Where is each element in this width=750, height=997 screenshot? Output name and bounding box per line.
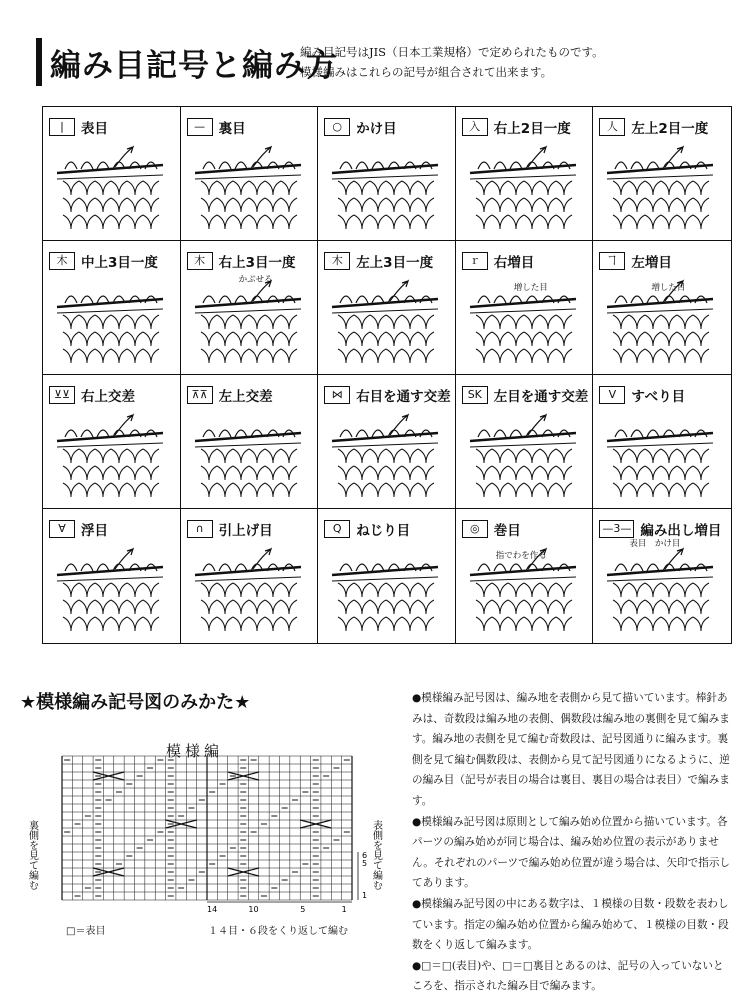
- stitch-header: [599, 117, 708, 137]
- stitch-header: [462, 251, 535, 271]
- stitch-cell: [181, 107, 319, 241]
- stitch-illustration: [468, 141, 578, 233]
- stitch-header: [49, 385, 135, 405]
- stitch-cell: [456, 509, 594, 643]
- explanation-paragraph: ●模様編み記号図は原則として編み始め位置から描いています。各パーツの編み始めが同じ場合は、編み始め位置の表示がありません。それぞれのパーツで編み始め位置が違う場合は、矢印で指示してあります。: [412, 815, 731, 890]
- stitch-name: 巻目: [493, 523, 521, 539]
- stitch-cell: [43, 241, 181, 375]
- right-side-label: 表側を見て編む: [370, 820, 382, 890]
- stitch-name: ねじり目: [356, 523, 411, 539]
- stitch-note: 増した目: [513, 283, 548, 293]
- repeat-note: １４目・６段をくり返して編む: [208, 926, 348, 937]
- stitch-name: 右上交差: [81, 389, 135, 405]
- stitch-cell: [318, 375, 456, 509]
- stitch-illustration: [330, 275, 440, 367]
- stitch-name: 左増目: [631, 255, 672, 271]
- stitch-illustration: [605, 409, 715, 501]
- stitch-symbol-icon: ∀: [49, 520, 75, 538]
- stitch-name: 引上げ目: [218, 523, 273, 539]
- stitch-cell: [593, 375, 731, 509]
- stitch-cell: [318, 241, 456, 375]
- stitch-name: 左上交差: [218, 389, 273, 405]
- stitch-cell: [181, 375, 319, 509]
- stitch-note: 表目 かけ目: [629, 539, 681, 549]
- stitch-illustration: [605, 141, 715, 233]
- stitch-header: [187, 117, 246, 137]
- pattern-chart: [24, 756, 398, 914]
- intro-line-2: 模様編みはこれらの記号が組合されて出来ます。: [300, 65, 553, 79]
- stitch-symbol-icon: 入: [462, 118, 488, 136]
- section-title: ★模様編み記号図のみかた★: [20, 692, 251, 713]
- stitch-header: [187, 519, 273, 539]
- stitch-name: すべり目: [631, 389, 686, 405]
- stitch-name: 右上3目一度: [218, 255, 296, 271]
- stitch-name: 右上2目一度: [493, 121, 571, 137]
- stitch-symbol-icon: ⊻⊻: [49, 386, 75, 404]
- explanation-paragraph: ●□＝□(表目)や、□＝□裏目とあるのは、記号の入っていないところを、指示された編み目で編みます。: [412, 959, 724, 993]
- stitch-header: [187, 251, 296, 271]
- stitch-header: [462, 117, 571, 137]
- stitch-illustration: [55, 543, 165, 635]
- stitch-header: [599, 385, 685, 405]
- stitch-illustration: [55, 141, 165, 233]
- stitch-symbol-icon: |: [49, 118, 75, 136]
- stitch-cell: [43, 375, 181, 509]
- stitch-name: 右増目: [493, 255, 535, 271]
- column-label: 10: [248, 905, 259, 914]
- stitch-illustration: [193, 275, 303, 367]
- stitch-illustration: [605, 543, 715, 635]
- stitch-cell: [318, 107, 456, 241]
- stitch-cell: [456, 375, 594, 509]
- stitch-name: 表目: [81, 121, 108, 137]
- stitch-symbol-icon: ⋈: [324, 386, 350, 404]
- stitch-cell: [593, 241, 731, 375]
- stitch-cell: [43, 107, 181, 241]
- stitch-symbol-icon: V: [599, 386, 625, 404]
- stitch-header: [324, 251, 433, 271]
- stitch-illustration: [55, 275, 165, 367]
- stitch-header: [324, 385, 451, 405]
- row-label: 1: [362, 891, 368, 900]
- stitch-symbol-icon: 木: [324, 252, 350, 270]
- stitch-symbol-icon: ヿ: [599, 252, 625, 270]
- stitch-header: [324, 519, 410, 539]
- stitch-name: 中上3目一度: [81, 255, 158, 271]
- stitch-header: [599, 519, 721, 539]
- stitch-illustration: [330, 543, 440, 635]
- stitch-symbol-icon: SK: [462, 386, 488, 404]
- stitch-symbol-icon: ◎: [462, 520, 488, 538]
- stitch-cell: [456, 241, 594, 375]
- stitch-note: 増した目: [651, 283, 686, 293]
- stitch-name: 右目を通す交差: [356, 389, 451, 405]
- stitch-note: かぶせる: [238, 275, 273, 285]
- chart-legend: □＝表目: [66, 926, 106, 937]
- stitch-name: 左上2目一度: [631, 121, 709, 137]
- stitch-name: 裏目: [218, 121, 246, 137]
- stitch-illustration: [468, 409, 578, 501]
- stitch-note: 指でわを作る: [495, 551, 547, 561]
- stitch-illustration: [330, 141, 440, 233]
- stitch-cell: [456, 107, 594, 241]
- stitch-symbol-icon: 木: [187, 252, 213, 270]
- stitch-symbol-icon: ｒ: [462, 252, 488, 270]
- stitch-cell: [318, 509, 456, 643]
- column-label: 5: [300, 905, 306, 914]
- page-title: 編み目記号と編み方: [50, 48, 338, 84]
- stitch-symbol-icon: —: [187, 118, 213, 136]
- explanation-text: [412, 688, 734, 997]
- row-label: 5: [362, 859, 368, 868]
- stitch-illustration: [193, 141, 303, 233]
- stitch-cell: [593, 509, 731, 643]
- stitch-header: [462, 385, 589, 405]
- stitch-symbol-icon: ⊼⊼: [187, 386, 213, 404]
- stitch-grid: [42, 106, 732, 644]
- stitch-illustration: [55, 409, 165, 501]
- stitch-illustration: [330, 409, 440, 501]
- stitch-header: [462, 519, 521, 539]
- left-side-label: 裏側を見て編む: [26, 820, 38, 890]
- stitch-symbol-icon: ○: [324, 118, 350, 136]
- stitch-cell: [181, 509, 319, 643]
- column-label: 14: [207, 905, 218, 914]
- stitch-name: 左目を通す交差: [493, 389, 589, 405]
- row-label: 6: [362, 851, 368, 860]
- stitch-symbol-icon: ∩: [187, 520, 213, 538]
- stitch-name: 編み出し増目: [640, 523, 722, 539]
- stitch-illustration: [193, 543, 303, 635]
- stitch-symbol-icon: Q: [324, 520, 350, 538]
- stitch-symbol-icon: 木: [49, 252, 75, 270]
- stitch-header: [324, 117, 397, 137]
- column-label: 1: [341, 905, 347, 914]
- stitch-name: かけ目: [356, 121, 397, 137]
- stitch-header: [49, 519, 108, 539]
- stitch-name: 浮目: [81, 523, 108, 539]
- stitch-header: [187, 385, 273, 405]
- stitch-header: [49, 251, 158, 271]
- explanation-paragraph: ●模様編み記号図は、編み地を表側から見て描いています。棒針あみは、奇数段は編み地の表側、偶数段は編み地の裏側を見て編みます。編み地の表側を見て編む奇数段は、記号図通りに編みます。裏側を見て編む偶数段は、表側から見て記号図通りになるように、逆の編み目（記号が表目の場合は裏目、裏目の場合は表目）で編みます。: [412, 692, 730, 807]
- intro-line-1: 編み目記号はJIS（日本工業規格）で定められたものです。: [300, 45, 604, 59]
- chart-title: 模様編: [166, 742, 224, 760]
- stitch-illustration: [193, 409, 303, 501]
- intro-text: [300, 42, 740, 82]
- stitch-header: [599, 251, 672, 271]
- stitch-cell: [181, 241, 319, 375]
- stitch-symbol-icon: —3—: [599, 520, 634, 538]
- stitch-name: 左上3目一度: [356, 255, 434, 271]
- stitch-cell: [43, 509, 181, 643]
- header-bar: [36, 38, 42, 86]
- stitch-cell: [593, 107, 731, 241]
- stitch-symbol-icon: 人: [599, 118, 625, 136]
- explanation-paragraph: ●模様編み記号図の中にある数字は、１模様の目数・段数を表わしています。指定の編み始め位置から編み始めて、１模様の目数・段数をくり返して編みます。: [412, 897, 729, 952]
- stitch-header: [49, 117, 108, 137]
